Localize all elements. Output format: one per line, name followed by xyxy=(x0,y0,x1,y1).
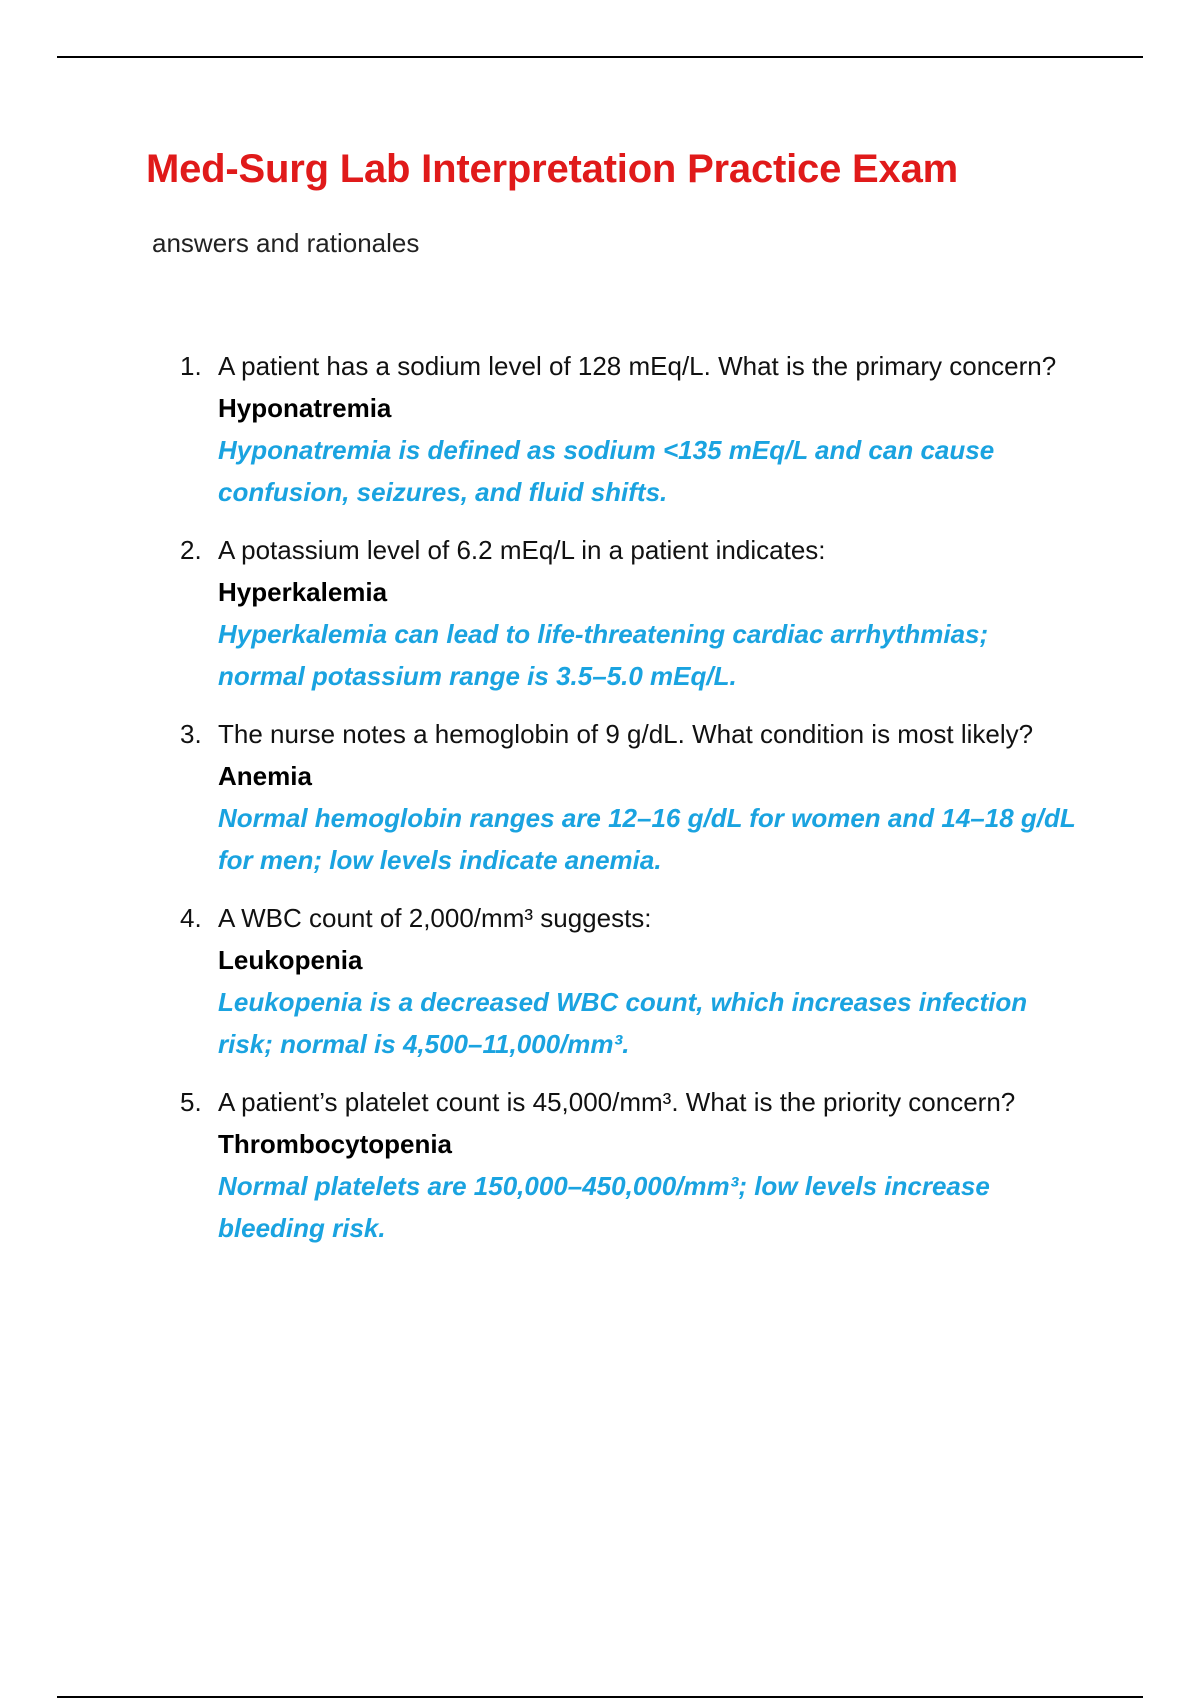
document-subtitle: answers and rationales xyxy=(152,228,420,258)
question-rationale: Hyponatremia is defined as sodium <135 mEq/L and can cause confusion, seizures, and fluid shifts. xyxy=(218,435,995,507)
question-rationale: Hyperkalemia can lead to life-threatening cardiac arrhythmias; normal potassium range is 3.5–5.0 mEq/L. xyxy=(218,619,989,691)
question-5 xyxy=(152,1081,1082,1249)
question-number: 5. xyxy=(180,1087,202,1117)
top-rule xyxy=(57,56,1143,58)
question-text: A potassium level of 6.2 mEq/L in a patient indicates: xyxy=(218,535,826,565)
document-title: Med-Surg Lab Interpretation Practice Exam xyxy=(146,147,958,191)
question-2 xyxy=(152,529,1082,697)
question-number: 4. xyxy=(180,903,202,933)
question-rationale: Normal hemoglobin ranges are 12–16 g/dL for women and 14–18 g/dL for men; low levels indicate anemia. xyxy=(218,803,1076,875)
question-4 xyxy=(152,897,1082,1065)
question-answer: Hyponatremia xyxy=(218,393,392,423)
question-rationale: Leukopenia is a decreased WBC count, which increases infection risk; normal is 4,500–11,000/mm³. xyxy=(218,987,1028,1059)
question-text: A WBC count of 2,000/mm³ suggests: xyxy=(218,903,652,933)
question-text: A patient’s platelet count is 45,000/mm³. What is the priority concern? xyxy=(218,1087,1016,1117)
question-3 xyxy=(152,713,1082,881)
question-answer: Thrombocytopenia xyxy=(218,1129,453,1159)
question-rationale: Normal platelets are 150,000–450,000/mm³; low levels increase bleeding risk. xyxy=(218,1171,990,1243)
question-text: A patient has a sodium level of 128 mEq/L. What is the primary concern? xyxy=(218,351,1057,381)
question-number: 2. xyxy=(180,535,202,565)
question-answer: Hyperkalemia xyxy=(218,577,388,607)
question-list xyxy=(152,345,1082,1265)
question-1 xyxy=(152,345,1082,513)
question-number: 3. xyxy=(180,719,202,749)
question-text: The nurse notes a hemoglobin of 9 g/dL. What condition is most likely? xyxy=(218,719,1034,749)
bottom-rule xyxy=(57,1696,1143,1698)
question-answer: Anemia xyxy=(218,761,312,791)
question-answer: Leukopenia xyxy=(218,945,363,975)
question-number: 1. xyxy=(180,351,202,381)
